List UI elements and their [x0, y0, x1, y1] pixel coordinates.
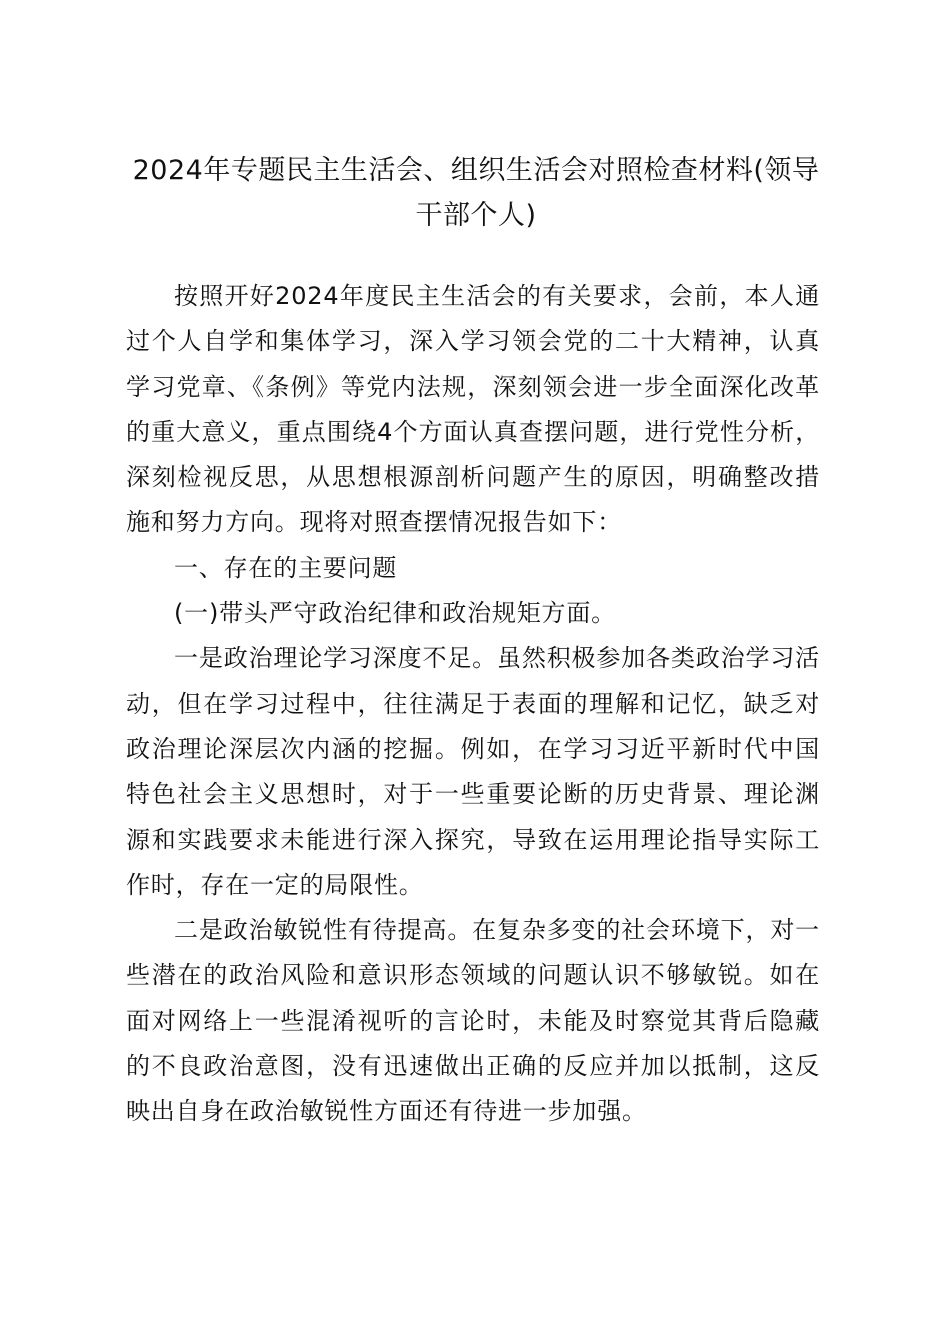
document-body: [126, 274, 820, 1135]
issue-paragraph-1: 一是政治理论学习深度不足。虽然积极参加各类政治学习活动，但在学习过程中，往往满足于表面的理解和记忆，缺乏对政治理论深层次内涵的挖掘。例如，在学习习近平新时代中国特色社会主义思想时，对于一些重要论断的历史背景、理论渊源和实践要求未能进行深入探究，导致在运用理论指导实际工作时，存在一定的局限性。: [126, 644, 820, 899]
section-heading: 一、存在的主要问题: [174, 553, 398, 582]
intro-paragraph: 按照开好2024年度民主生活会的有关要求，会前，本人通过个人自学和集体学习，深入学习领会党的二十大精神，认真学习党章、《条例》等党内法规，深刻领会进一步全面深化改革的重大意义，重点围绕4个方面认真查摆问题，进行党性分析，深刻检视反思，从思想根源剖析问题产生的原因，明确整改措施和努力方向。现将对照查摆情况报告如下：: [126, 282, 820, 537]
document-title: 2024年专题民主生活会、组织生活会对照检查材料(领导干部个人): [132, 155, 820, 231]
subsection-heading: (一)带头严守政治纪律和政治规矩方面。: [174, 599, 616, 628]
issue-paragraph-2: 二是政治敏锐性有待提高。在复杂多变的社会环境下，对一些潜在的政治风险和意识形态领域的问题认识不够敏锐。如在面对网络上一些混淆视听的言论时，未能及时察觉其背后隐藏的不良政治意图，没有迅速做出正确的反应并加以抵制，这反映出自身在政治敏锐性方面还有待进一步加强。: [126, 916, 820, 1126]
